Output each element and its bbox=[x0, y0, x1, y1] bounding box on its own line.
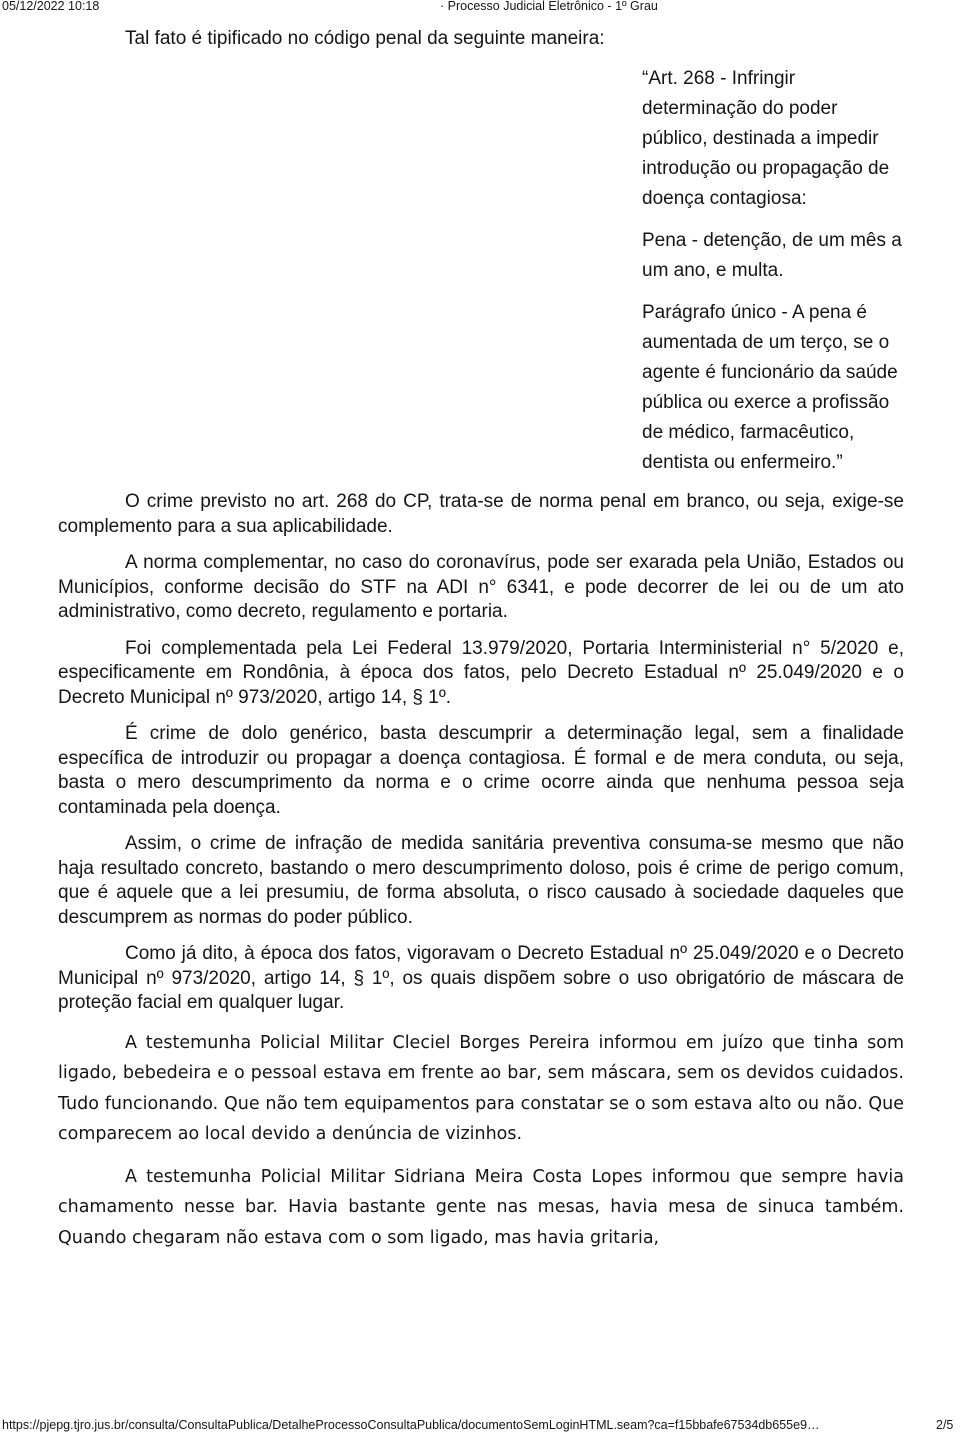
paragraph: É crime de dolo genérico, basta descumprir a determinação legal, sem a finalidade específica de introduzir ou propagar a doença contagiosa. É formal e de mera conduta, ou seja, basta o mero descumprimento da norma e o crime ocorre ainda que nenhuma pessoa seja contaminada pela doença. bbox=[58, 723, 904, 818]
paragraph: Foi complementada pela Lei Federal 13.979/2020, Portaria Interministerial n° 5/2020 e, especificamente em Rondônia, à época dos fatos, pelo Decreto Estadual nº 25.049/2020 e o Decreto Municipal nº 973/2020, artigo 14, § 1º. bbox=[58, 637, 904, 708]
print-url: https://pjepg.tjro.jus.br/consulta/ConsultaPublica/DetalheProcessoConsultaPublica/documentoSemLoginHTML.seam?ca=f15bbafe67534db655e9… bbox=[2, 1418, 820, 1432]
witness-testimony-paragraph: A testemunha Policial Militar Sidriana Meira Costa Lopes informou que sempre havia chamamento nesse bar. Havia bastante gente nas mesas, havia mesa de sinuca também. Quando chegaram não estava com o som ligado, mas havia gritaria, bbox=[58, 1166, 904, 1248]
witness-testimony-paragraph: A testemunha Policial Militar Cleciel Borges Pereira informou em juízo que tinha som ligado, bebedeira e o pessoal estava em frente ao bar, sem máscara, sem os devidos cuidados. Tudo funcionando. Que não tem equipamentos para constatar se o som estava alto ou não. Que comparecem ao local devido a denúncia de vizinhos. bbox=[58, 1032, 904, 1144]
print-header bbox=[0, 0, 960, 14]
paragraph: O crime previsto no art. 268 do CP, trata-se de norma penal em branco, ou seja, exige-se complemento para a sua aplicabilidade. bbox=[58, 491, 904, 537]
print-footer bbox=[0, 1416, 960, 1434]
print-datetime: 05/12/2022 10:18 bbox=[2, 0, 100, 13]
legal-quote bbox=[642, 64, 904, 478]
document-body bbox=[58, 26, 904, 1265]
quote-sole-paragraph: Parágrafo único - A pena é aumentada de um terço, se o agente é funcionário da saúde pública ou exerce a profissão de médico, farmacêutico, dentista ou enfermeiro.” bbox=[642, 302, 898, 473]
quote-article: “Art. 268 - Infringir determinação do poder público, destinada a impedir introdução ou propagação de doença contagiosa: bbox=[642, 68, 890, 209]
intro-sentence: Tal fato é tipificado no código penal da seguinte maneira: bbox=[125, 28, 605, 49]
quote-penalty: Pena - detenção, de um mês a um ano, e multa. bbox=[642, 230, 902, 281]
paragraph: A norma complementar, no caso do coronavírus, pode ser exarada pela União, Estados ou Municípios, conforme decisão do STF na ADI n° 6341, e pode decorrer de lei ou de um ato administrativo, como decreto, regulamento e portaria. bbox=[58, 552, 904, 622]
print-title: · Processo Judicial Eletrônico - 1º Grau bbox=[440, 0, 658, 13]
paragraph: Como já dito, à época dos fatos, vigoravam o Decreto Estadual nº 25.049/2020 e o Decreto Municipal nº 973/2020, artigo 14, § 1º, os quais dispõem sobre o uso obrigatório de máscara de proteção facial em qualquer lugar. bbox=[58, 943, 904, 1013]
page-number: 2/5 bbox=[936, 1418, 954, 1432]
paragraph: Assim, o crime de infração de medida sanitária preventiva consuma-se mesmo que não haja resultado concreto, bastando o mero descumprimento doloso, pois é crime de perigo comum, que é aquele que a lei presumiu, de forma absoluta, o risco causado à sociedade daqueles que descumprem as normas do poder público. bbox=[58, 833, 904, 928]
